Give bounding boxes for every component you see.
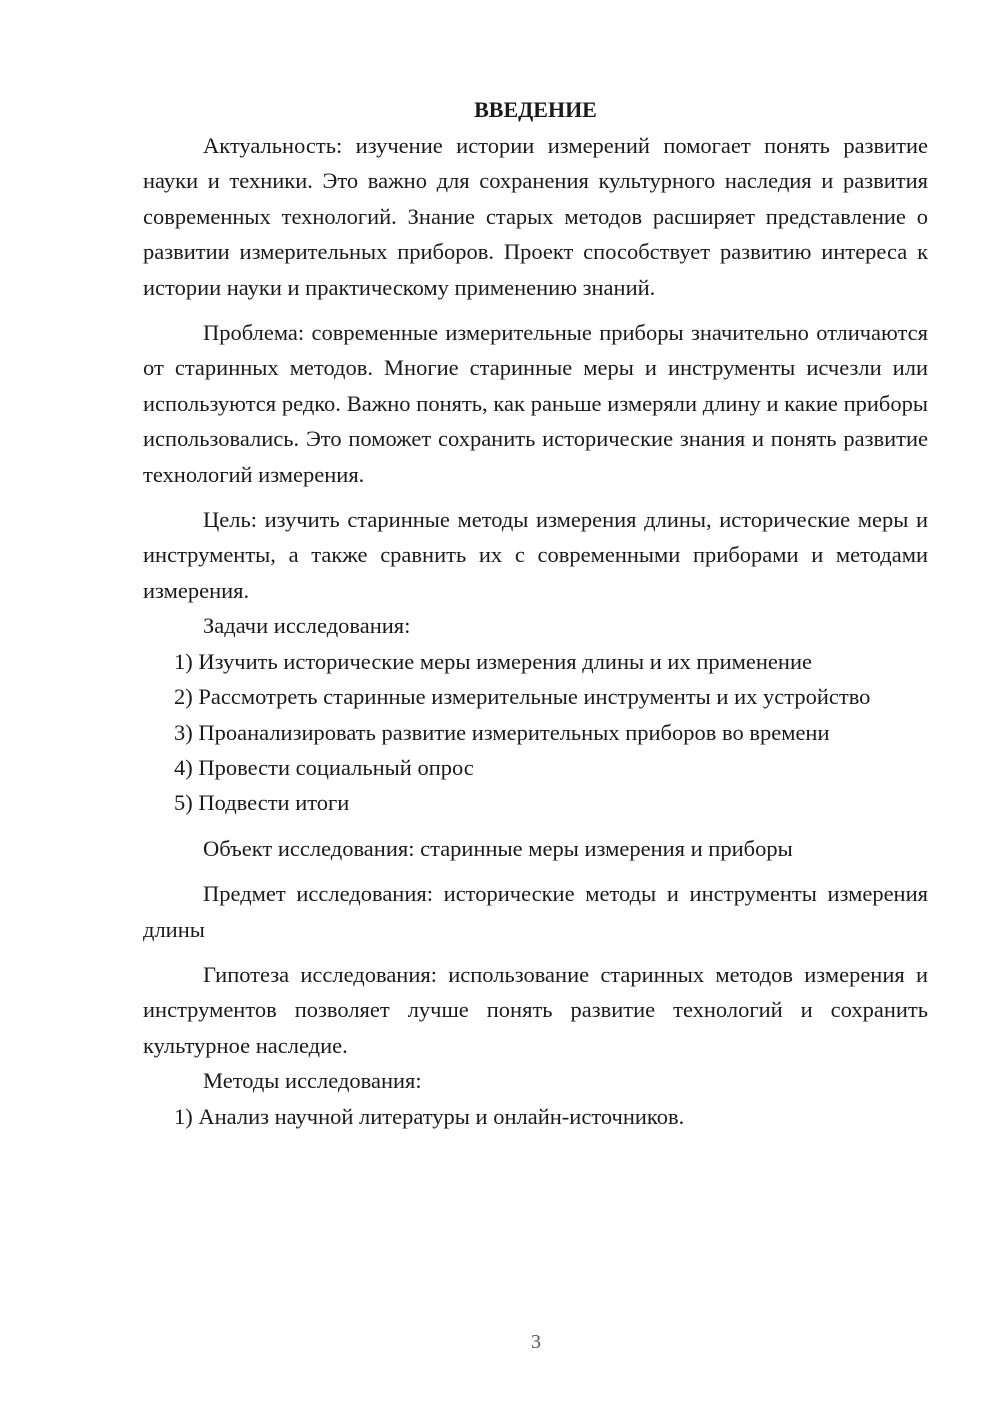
object-paragraph: Объект исследования: старинные меры измерения и приборы	[203, 835, 793, 861]
subject-paragraph: Предмет исследования: исторические методы и инструменты измерения длины	[143, 881, 928, 942]
relevance-paragraph: Актуальность: изучение истории измерений помогает понять развитие науки и техники. Это важно для сохранения культурного наследия и развития современных технологий. Знание старых методов расширяет представление о развитии измерительных приборов. Проект способствует развитию интереса к истории науки и практическому применению знаний.	[143, 133, 928, 300]
section-title: ВВЕДЕНИЕ	[474, 97, 597, 122]
task-item: 3) Проанализировать развитие измерительных приборов во времени	[174, 719, 830, 745]
task-item: 4) Провести социальный опрос	[174, 754, 474, 780]
problem-paragraph: Проблема: современные измерительные приборы значительно отличаются от старинных методов. Многие старинные меры и инструменты исчезли или используются редко. Важно понять, как раньше измеряли длину и какие приборы использовались. Это поможет сохранить исторические знания и понять развитие технологий измерения.	[143, 320, 928, 487]
methods-label: Методы исследования:	[203, 1068, 422, 1094]
page-content	[143, 92, 928, 1134]
task-item: 5) Подвести итоги	[174, 790, 350, 816]
task-item: 1) Изучить исторические меры измерения длины и их применение	[174, 648, 812, 674]
tasks-label: Задачи исследования:	[203, 613, 411, 639]
method-item: 1) Анализ научной литературы и онлайн-источников.	[174, 1103, 685, 1129]
task-item: 2) Рассмотреть старинные измерительные инструменты и их устройство	[174, 684, 871, 710]
hypothesis-paragraph: Гипотеза исследования: использование старинных методов измерения и инструментов позволяет лучше понять развитие технологий и сохранить культурное наследие.	[143, 961, 928, 1058]
page-number: 3	[531, 1331, 541, 1353]
goal-paragraph: Цель: изучить старинные методы измерения длины, исторические меры и инструменты, а также сравнить их с современными приборами и методами измерения.	[143, 507, 928, 603]
